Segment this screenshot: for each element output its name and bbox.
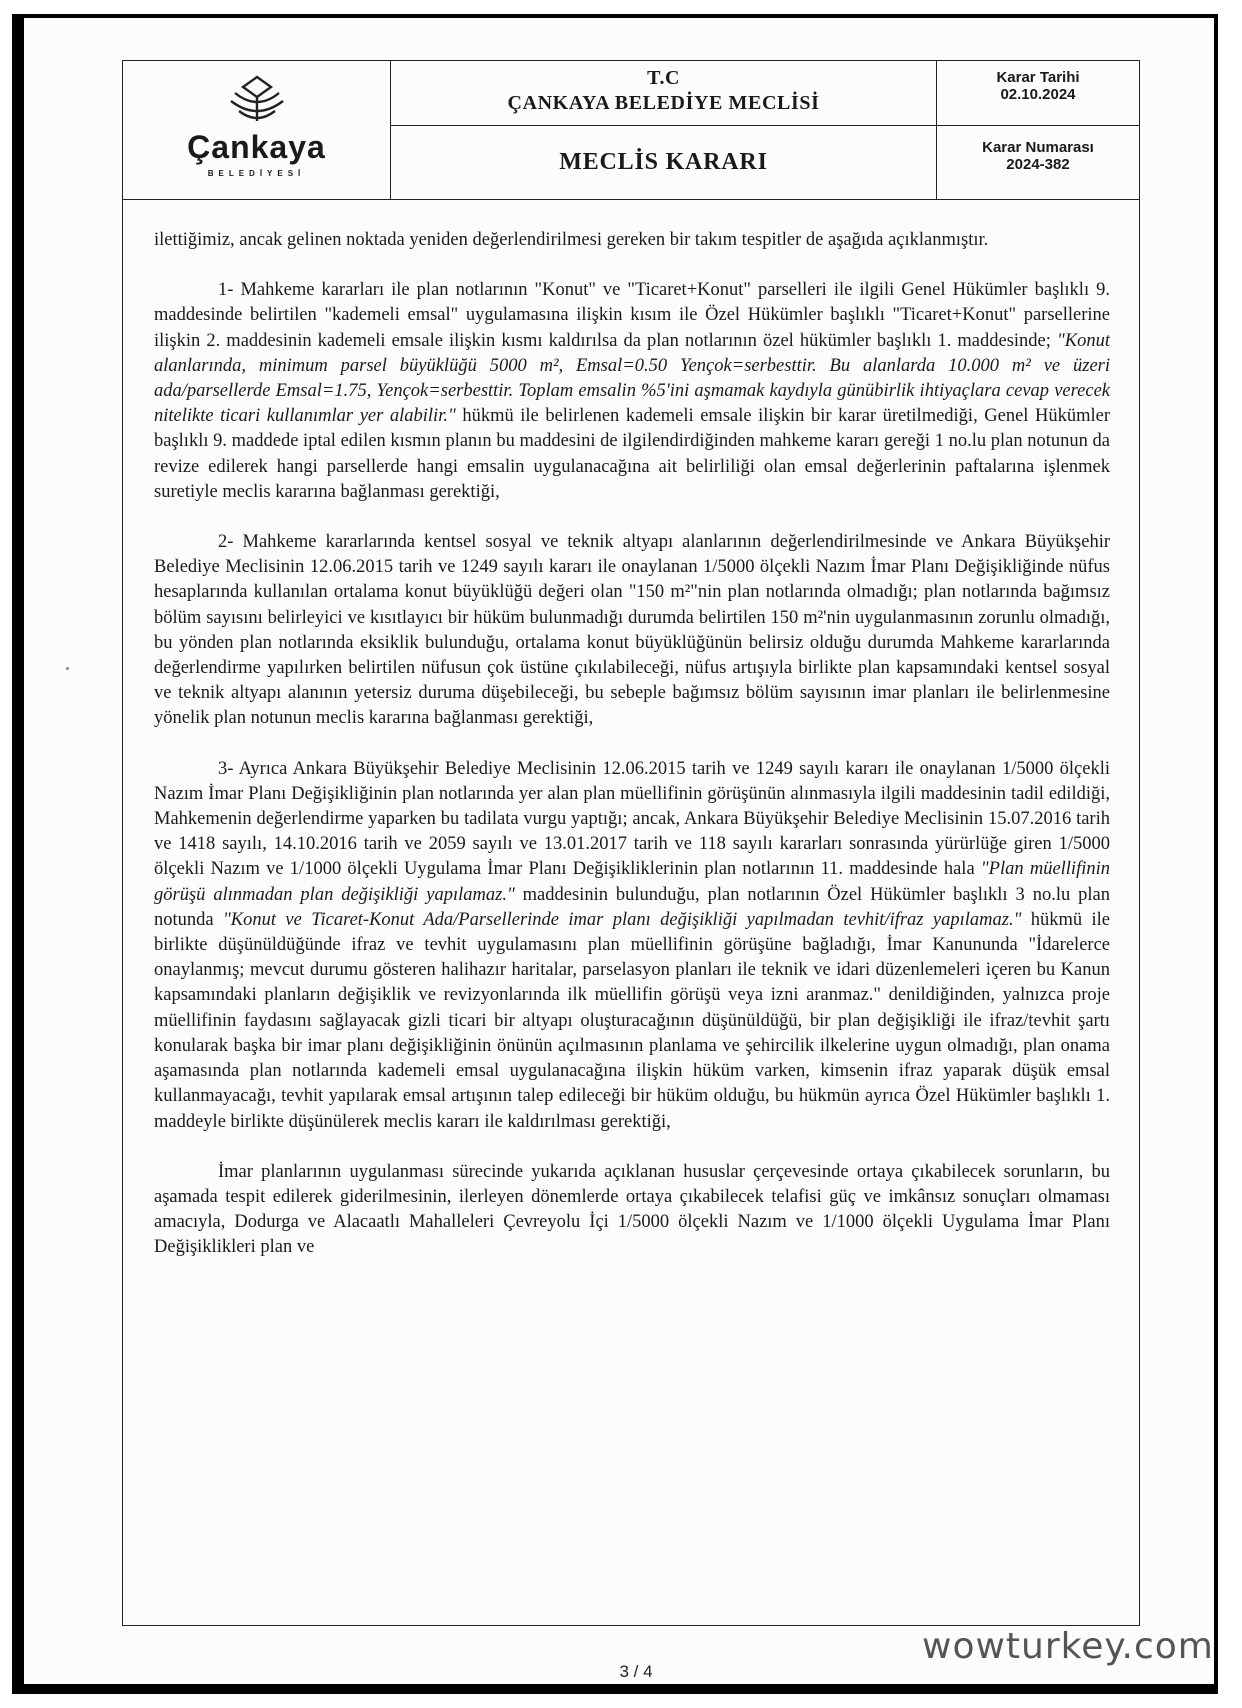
scan-speck: [66, 667, 69, 670]
final-paragraph: İmar planlarının uygulanması sürecinde yukarıda açıklanan hususlar çerçevesinde ortaya çıkabilecek sorunların, bu aşamada tespit edilerek giderilmesinin, ilerleyen dönemlerde ortaya çıkabilecek telafisi güç ve imkânsız sonuçları olmaması amacıyla, Dodurga ve Alacaatlı Mahalleleri Çevreyolu İçi 1/5000 ölçekli Nazım ve 1/1000 ölçekli Uygulama İmar Planı Değişiklikleri plan ve: [154, 1161, 1110, 1258]
title-top: [391, 61, 936, 126]
title-bottom: [391, 125, 936, 199]
logo-cell: [123, 61, 391, 199]
decision-number-value: 2024-382: [1006, 156, 1070, 173]
decision-date-box: [937, 61, 1139, 126]
decision-number-label: Karar Numarası: [982, 139, 1094, 156]
decision-number-box: [937, 125, 1139, 199]
watermark: wowturkey.com: [922, 1626, 1214, 1667]
logo-wordmark: Çankaya: [187, 129, 326, 165]
item-3-quote-1: "Plan müellifinin görüşü alınmadan plan değişikliği yapılamaz.": [154, 859, 1110, 905]
decision-date-value: 02.10.2024: [1000, 86, 1076, 103]
document-body: [154, 228, 1110, 1286]
intro-paragraph: ilettiğimiz, ancak gelinen noktada yeniden değerlendirilmesi gereken bir takım tespitler de aşağıda açıklanmıştır.: [154, 230, 989, 250]
document-header: [122, 60, 1140, 200]
title-cell: [391, 61, 937, 199]
document-type-title: MECLİS KARARI: [559, 149, 768, 175]
item-1-paragraph: 1- Mahkeme kararları ile plan notlarının "Konut" ve "Ticaret+Konut" parselleri ile ilgili Genel Hükümler başlıklı 9. maddesinde belirtilen "kademeli emsal" uygulamasına ilişkin kısım ile Özel Hükümler başlıklı "Ticaret+Konut" parsellerine ilişkin 2. maddesinin kademeli emsale ilişkin kısmı kaldırılsa da plan notlarının özel hükümler başlıklı 1. maddesinde; "Konut alanlarında, minimum parsel büyüklüğü 5000 m², Emsal=0.50 Yençok=serbesttir. Bu alanlarda 10.000 m² ve üzeri ada/parsellerde Emsal=1.75, Yençok=serbesttir. Toplam emsalin %5'ini aşmamak kaydıyla günübirlik ihtiyaçlara cevap verecek nitelikte ticari kullanımlar yer alabilir." hükmü ile belirlenen kademeli emsale ilişkin bir karar üretilmediği, Genel Hükümler başlıklı 9. maddede iptal edilen kısmın planın bu maddesini de ilgilendirdiğinden mahkeme kararı gereği 1 no.lu plan notunun da revize edilerek hangi parsellerde hangi emsalin uygulanacağına ait belirliliği olan emsal değerlerinin paftalarına işlenmek suretiyle meclis kararına bağlanması gerektiği,: [154, 280, 1111, 502]
item-2-paragraph: 2- Mahkeme kararlarında kentsel sosyal ve teknik altyapı alanlarının değerlendirilmesinde ve Ankara Büyükşehir Belediye Meclisinin 12.06.2015 tarih ve 1249 sayılı kararı ile onaylanan 1/5000 ölçekli Nazım İmar Planı Değişikliğinde nüfus hesaplarında kullanılan ortalama konut büyüklüğü değeri olan "150 m²"nin plan notlarında olmadığı; plan notlarında bağımsız bölüm sayısını belirleyici ve kısıtlayıcı bir hüküm bulunmadığı durumda belirtilen 150 m²'nin uygulanmasının zorunlu olmadığı, bu yönden plan notlarında eksiklik bulunduğu, ortalama konut büyüklüğünün belirsiz olduğu durumda Mahkeme kararlarında değerlendirme yapılırken belirtilen nüfusun çok üstüne çıkılabileceği, nüfus artışıyla birlikte plan kapsamındaki kentsel sosyal ve teknik altyapı alanının yetersiz duruma düşebileceği, bu sebeple bağımsız bölüm sayısının imar planları ile belirlenmesine yönelik plan notunun meclis kararına bağlanması gerektiği,: [154, 532, 1110, 729]
page-number: 3 / 4: [619, 1662, 653, 1681]
item-3-paragraph: 3- Ayrıca Ankara Büyükşehir Belediye Meclisinin 12.06.2015 tarih ve 1249 sayılı kararı ile onaylanan 1/5000 ölçekli Nazım İmar Planı Değişikliğinin plan notlarında yer alan plan müellifinin görüşünün alınmasıyla ilgili maddesinin tadil edildiği, Mahkemenin değerlendirme yaparken bu tadilata vurgu yaptığı; ancak, Ankara Büyükşehir Belediye Meclisinin 15.07.2016 tarih ve 1418 sayılı, 14.10.2016 tarih ve 2059 sayılı ve 13.01.2017 tarih ve 118 sayılı kararları sonrasında yürürlüğe giren 1/5000 ölçekli Nazım ve 1/1000 ölçekli Uygulama İmar Planı Değişikliklerinin plan notlarının 11. maddesinde hala "Plan müellifinin görüşü alınmadan plan değişikliği yapılamaz." maddesinin bulunduğu, plan notlarının Özel Hükümler başlıklı 3 no.lu plan notunda "Konut ve Ticaret-Konut Ada/Parsellerinde imar planı değişikliği yapılmadan tevhit/ifraz yapılamaz." hükmü ile birlikte düşünüldüğünde ifraz ve tevhit uygulamasını plan müellifinin görüşüne bağladığı, İmar Kanununda "İdarelerce onaylanmış; mevcut durumu gösteren halihazır haritalar, parselasyon planları ile teknik ve idari düzenlemeleri içeren bu Kanun kapsamındaki planların değişiklik ve revizyonlarında ilk müellifin görüşü veya izni aranmaz." denildiğinden, yalnızca proje müellifinin faydasını sağlayacak gizli ticari bir altyapı oluşturacağının düşünüldüğü, bir plan değişikliği ile ifraz/tevhit şartı konularak başka bir imar planı değişikliğinin önünün açılmasının planlama ve şehircilik ilkelerine uygun olmadığı, plan onama aşamasında plan notlarında kademeli emsal uygulanacağına ilişkin hüküm varken, kimsenin ifraz yaparak düşük emsal kullanmayacağı, tevhit yapılarak emsal artışının talep edileceği bir hüküm olduğu, bu hükmün ayrıca Özel Hükümler başlıklı 1. maddeyle birlikte düşünülerek meclis kararı ile kaldırılması gerektiği,: [154, 758, 1111, 1132]
cankaya-emblem-icon: [221, 71, 293, 127]
meta-cell: [937, 61, 1139, 199]
logo-subtitle: BELEDİYESİ: [207, 169, 306, 178]
item-1-quote: "Konut alanlarında, minimum parsel büyüklüğü 5000 m², Emsal=0.50 Yençok=serbesttir. Bu alanlarda 10.000 m² ve üzeri ada/parsellerde Emsal=1.75, Yençok=serbesttir. Toplam emsalin %5'ini aşmamak kaydıyla günübirlik ihtiyaçlara cevap verecek nitelikte ticari kullanımlar yer alabilir.": [154, 330, 1110, 427]
decision-date-label: Karar Tarihi: [996, 69, 1080, 86]
item-3-quote-2: "Konut ve Ticaret-Konut Ada/Parsellerinde imar planı değişikliği yapılmadan tevhit/ifraz yapılamaz.": [223, 909, 1022, 930]
tc-heading: T.C: [647, 67, 680, 89]
council-heading: ÇANKAYA BELEDİYE MECLİSİ: [507, 92, 820, 114]
